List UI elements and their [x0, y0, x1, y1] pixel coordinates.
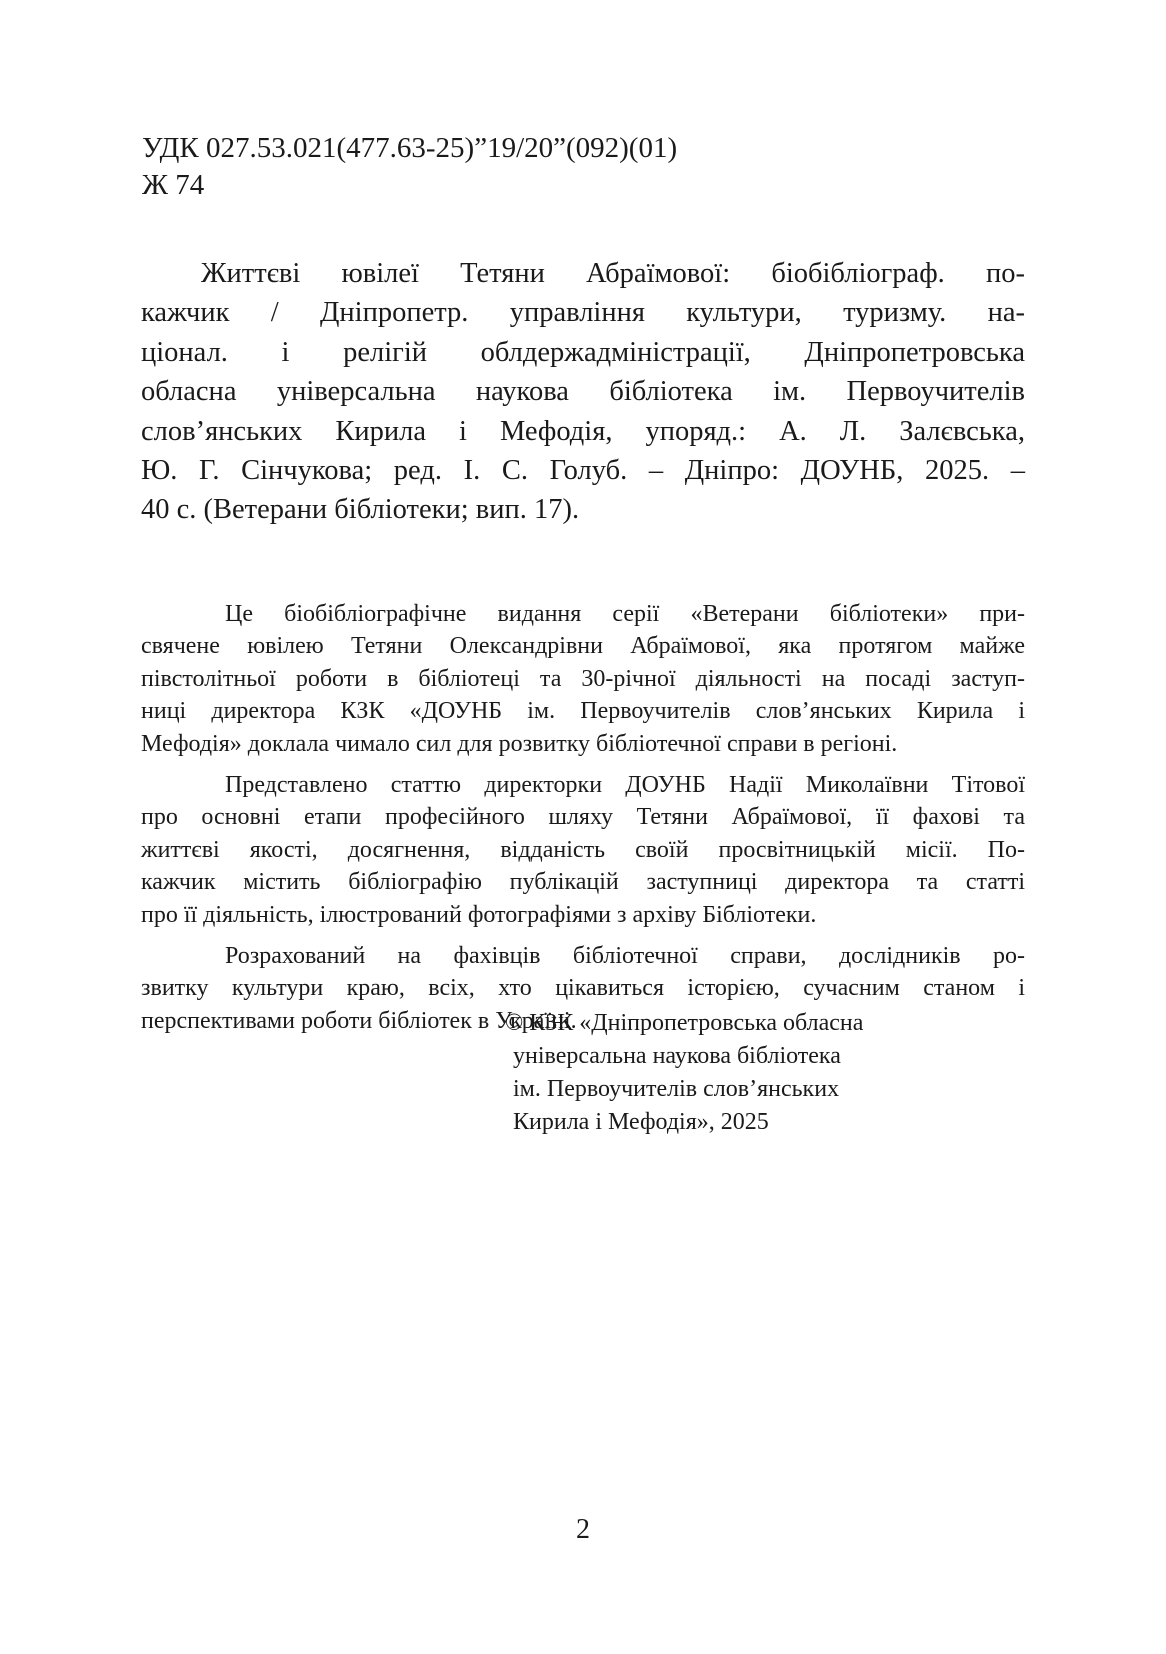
bibliographic-line: слов’янських Кирила і Мефодія, упоряд.: А. Л. Залєвська, — [141, 415, 1025, 447]
annotation-paragraph-2 — [141, 769, 1025, 931]
annotation-line: звитку культури краю, всіх, хто цікавиться історією, сучасним станом і — [141, 975, 1025, 1002]
annotation-line: перспективами роботи бібліотек в Україні. — [141, 1007, 577, 1034]
annotation-line: життєві якості, досягнення, відданість своїй просвітницькій місії. По- — [141, 836, 1025, 863]
copyright-line: © КЗК «Дніпропетровська обласна — [505, 1010, 864, 1036]
bibliographic-line: обласна універсальна наукова бібліотека ім. Первоучителів — [141, 376, 1025, 408]
annotation-line: Представлено статтю директорки ДОУНБ Надії Миколаївни Тітової — [225, 772, 1025, 799]
annotation-line: про її діяльність, ілюстрований фотографіями з архіву Бібліотеки. — [141, 901, 817, 928]
bibliographic-line: Життєві ювілеї Тетяни Абраїмової: біобібліограф. по- — [201, 258, 1025, 289]
bibliographic-line: кажчик / Дніпропетр. управління культури, туризму. на- — [141, 297, 1025, 329]
annotation-line: півстолітньої роботи в бібліотеці та 30-річної діяльності на посаді заступ- — [141, 665, 1025, 692]
annotation-paragraph-1 — [141, 598, 1025, 760]
annotation — [141, 598, 1025, 1046]
annotation-line: свячене ювілею Тетяни Олександрівни Абраїмової, яка протягом майже — [141, 633, 1025, 660]
copyright-line: універсальна наукова бібліотека — [513, 1043, 841, 1069]
copyright-line: ім. Первоучителів слов’янських — [513, 1076, 840, 1102]
udc-code: УДК 027.53.021(477.63-25)”19/20”(092)(01) — [142, 132, 678, 164]
page-number: 2 — [576, 1514, 590, 1545]
annotation-line: Розрахований на фахівців бібліотечної справи, дослідників ро- — [225, 943, 1025, 970]
annotation-line: кажчик містить бібліографію публікацій заступниці директора та статті — [141, 869, 1025, 896]
copyright-notice — [505, 1007, 863, 1139]
annotation-line: Це біобібліографічне видання серії «Ветерани бібліотеки» при- — [225, 601, 1025, 627]
udc-classification — [142, 130, 677, 204]
bibliographic-line: ціонал. і релігій облдержадміністрації, Дніпропетровська — [141, 336, 1025, 368]
bibliographic-record — [141, 254, 1025, 530]
author-mark: Ж 74 — [142, 169, 205, 201]
bibliographic-line: Ю. Г. Сінчукова; ред. І. С. Голуб. – Дніпро: ДОУНБ, 2025. – — [141, 455, 1025, 487]
bibliographic-line: 40 с. (Ветерани бібліотеки; вип. 17). — [141, 494, 580, 526]
annotation-line: Мефодія» доклала чимало сил для розвитку бібліотечної справи в регіоні. — [141, 730, 898, 757]
annotation-line: ниці директора КЗК «ДОУНБ ім. Первоучителів слов’янських Кирила і — [141, 698, 1025, 725]
annotation-line: про основні етапи професійного шляху Тетяни Абраїмової, її фахові та — [141, 804, 1025, 831]
copyright-line: Кирила і Мефодія», 2025 — [513, 1109, 769, 1135]
